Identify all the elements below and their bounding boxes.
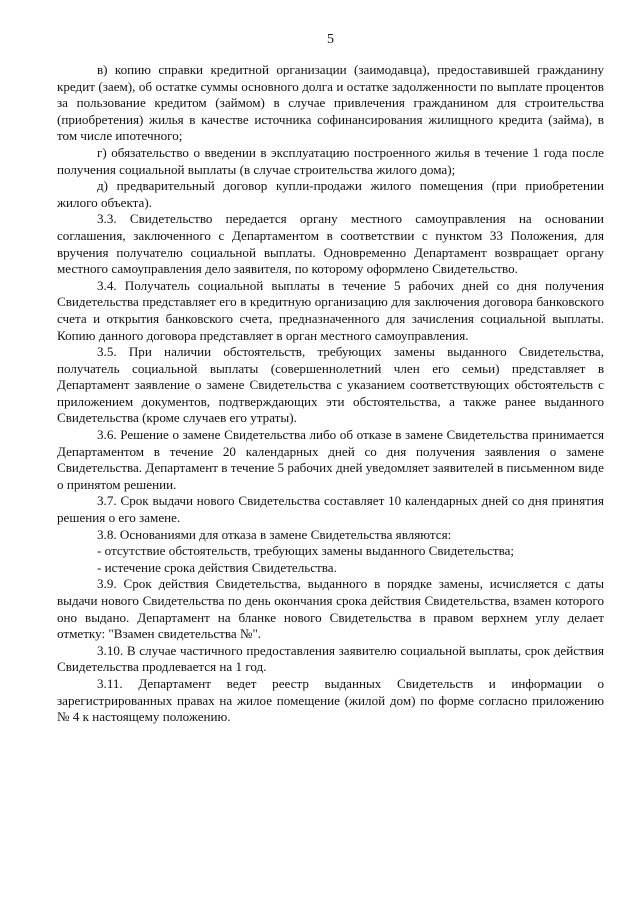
paragraph-3-6: 3.6. Решение о замене Свидетельства либо об отказе в замене Свидетельства принимается Департаментом в течение 20 календарных дней со дня получения заявления о замене Свидетельства. Департамент в течение 5 рабочих дней уведомляет заявителей в письменном виде о принятом решении.: [57, 427, 604, 492]
paragraph-3-7: 3.7. Срок выдачи нового Свидетельства составляет 10 календарных дней со дня принятия решения о его замене.: [57, 493, 604, 526]
paragraph-3-8: 3.8. Основаниями для отказа в замене Свидетельства являются:: [97, 526, 452, 542]
list-item-refusal-reason-2: - истечение срока действия Свидетельства.: [97, 559, 337, 575]
paragraph-3-3: 3.3. Свидетельство передается органу местного самоуправления на основании соглашения, заключенного с Департаментом в соответствии с пунктом 33 Положения, для вручения получателю социальной выплаты. Одновременно Департамент возвращает органу местного самоуправления дело заявителя, по которому оформлено Свидетельство.: [57, 211, 604, 277]
paragraph-item-g: г) обязательство о введении в эксплуатацию построенного жилья в течение 1 года после получения социальной выплаты (в случае строительства жилого дома);: [57, 144, 604, 177]
document-body: [57, 62, 604, 726]
paragraph-3-11: 3.11. Департамент ведет реестр выданных Свидетельств и информации о зарегистрированных правах на жилое помещение (жилой дом) по форме согласно приложению № 4 к настоящему положению.: [57, 675, 604, 725]
paragraph-3-10: 3.10. В случае частичного предоставления заявителю социальной выплаты, срок действия Свидетельства продлевается на 1 год.: [57, 642, 604, 675]
paragraph-3-5: 3.5. При наличии обстоятельств, требующих замены выданного Свидетельства, получатель социальной выплаты (совершеннолетний член его семьи) представляет в Департамент заявление о замене Свидетельства с указанием соответствующих обстоятельств с приложением документов, подтверждающих эти обстоятельства, а также ранее выданного Свидетельства (кроме случаев его утраты).: [57, 344, 604, 426]
paragraph-3-4: 3.4. Получатель социальной выплаты в течение 5 рабочих дней со дня получения Свидетельства представляет его в кредитную организацию для заключения договора банковского счета и открытия банковского счета, предназначенного для зачисления социальной выплаты. Копию данного договора представляет в орган местного самоуправления.: [57, 277, 604, 343]
paragraph-item-d: д) предварительный договор купли-продажи жилого помещения (при приобретении жилого объекта).: [57, 178, 604, 210]
paragraph-item-v: в) копию справки кредитной организации (заимодавца), предоставившей гражданину кредит (заем), об остатке суммы основного долга и остатке задолженности по выплате процентов за пользование кредитом (займом) в случае привлечения гражданином для строительства (приобретения) жилья в качестве источника софинансирования жилищного кредита (займа), в том числе ипотечного;: [57, 62, 604, 144]
list-item-refusal-reason-1: - отсутствие обстоятельств, требующих замены выданного Свидетельства;: [97, 543, 515, 559]
paragraph-3-9: 3.9. Срок действия Свидетельства, выданного в порядке замены, исчисляется с даты выдачи нового Свидетельства по день окончания срока действия Свидетельства, взамен которого оно выдано. Департамент на бланке нового Свидетельства в правом верхнем углу делает отметку: "Взамен свидетельства №".: [57, 576, 604, 642]
page-number: 5: [327, 32, 334, 47]
